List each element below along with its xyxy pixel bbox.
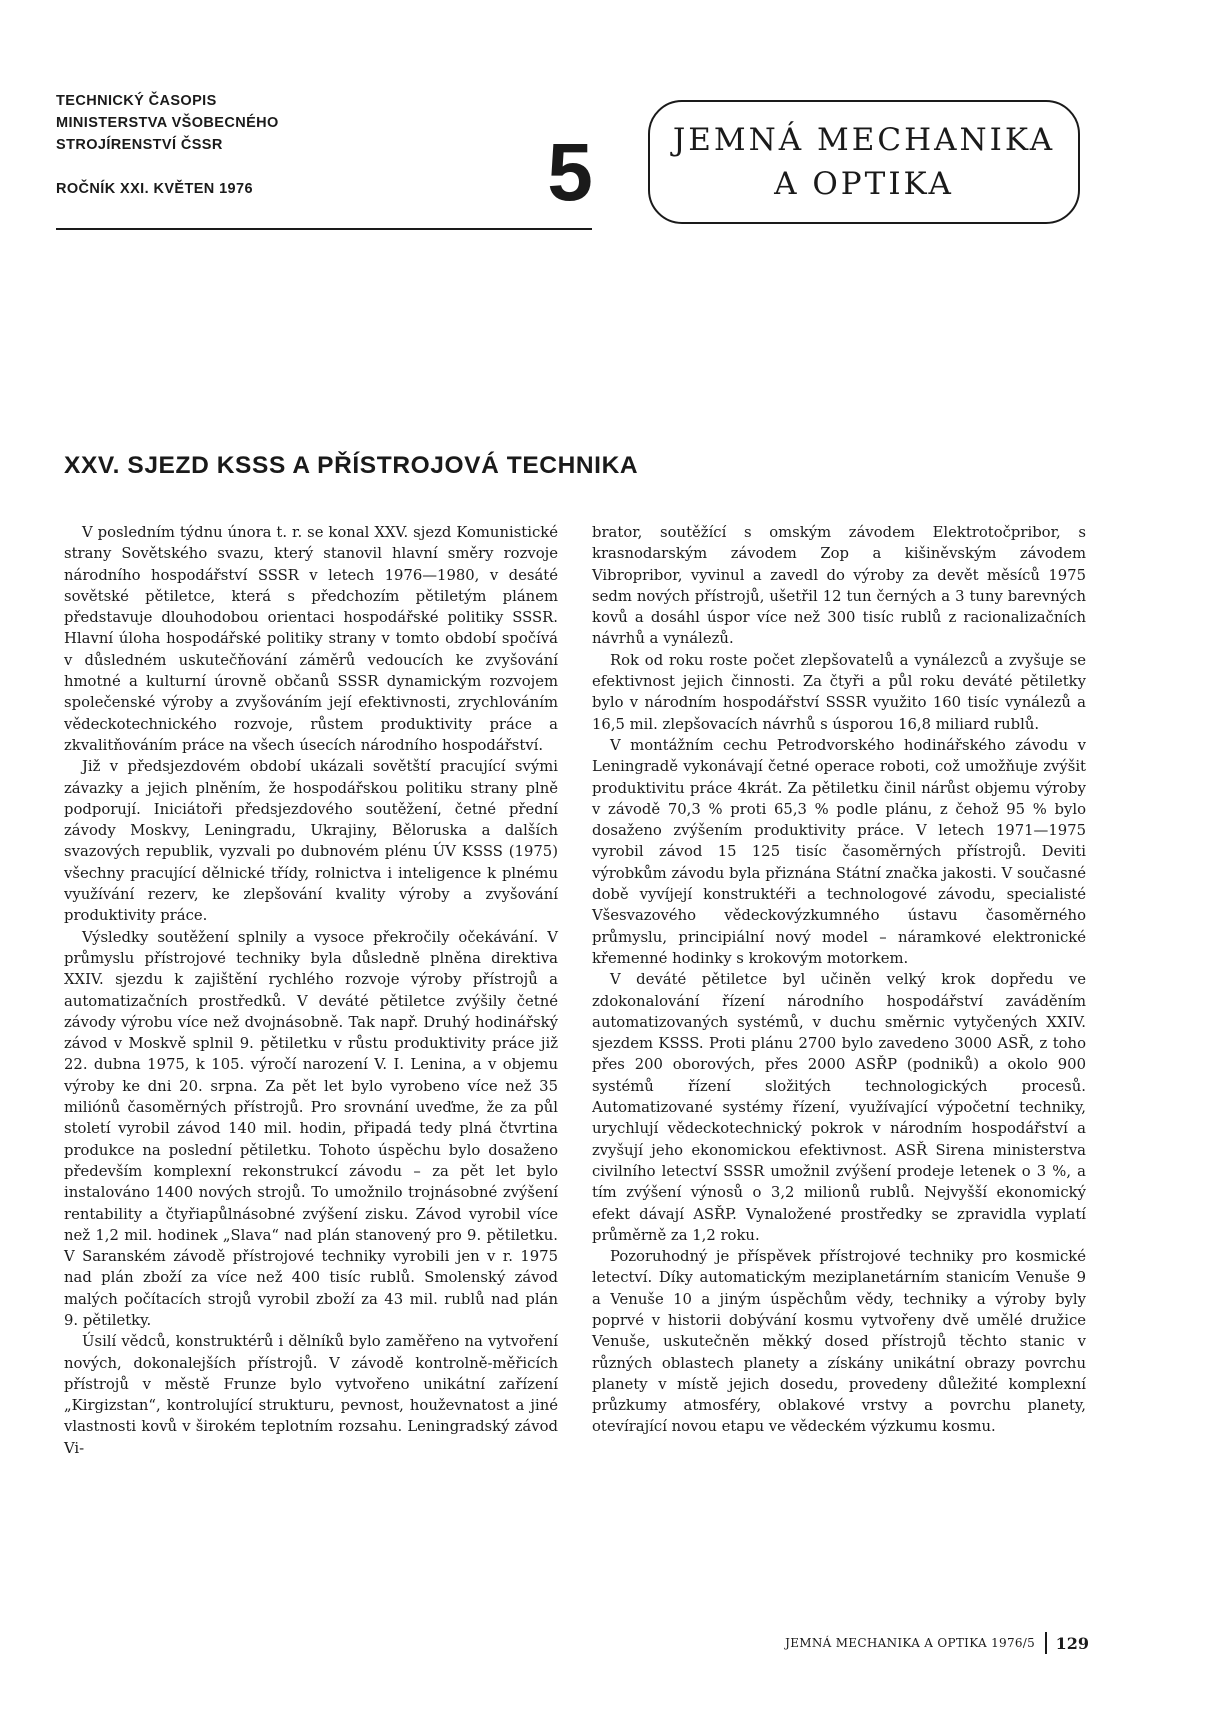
- issue-info: ROČNÍK XXI. KVĚTEN 1976: [56, 181, 253, 197]
- paragraph: V posledním týdnu února t. r. se konal XXV. sjezd Komunistické strany Sovětského svazu, který stanovil hlavní směry rozvoje národního hospodářství SSSR v letech 1976—1980, v desáté sovětské pětiletce, která s předchozím pětiletým plánem představuje dlouhodobou orientaci hospodářské politiky SSSR. Hlavní úloha hospodářské politiky strany v tomto období spočívá v důsledném uskutečňování záměrů vedoucích ke zvyšování hmotné a kulturní úrovně občanů SSSR dynamickým rozvojem společenské výroby a zvyšováním její efektivnosti, zrychlováním vědeckotechnického rozvoje, růstem produktivity práce a zkvalitňováním práce na všech úsecích národního hospodářství.: [64, 524, 558, 754]
- journal-name-line-2: A OPTIKA: [774, 166, 954, 202]
- right-column: [592, 522, 1086, 1438]
- paragraph: Rok od roku roste počet zlepšovatelů a vynálezců a zvyšuje se efektivnost jejich činnosti. Za čtyři a půl roku deváté pětiletky bylo v národním hospodářství SSSR využito 160 tisíc vynálezů a 16,5 mil. zlepšovacích návrhů s úsporou 16,8 miliard rublů.: [592, 651, 1086, 733]
- publisher-line-1: TECHNICKÝ ČASOPIS: [56, 93, 217, 109]
- paragraph: V montážním cechu Petrodvorského hodinářského závodu v Leningradě vykonávají četné operace roboti, což umožňuje zvýšit produktivitu práce 4krát. Za pětiletku činil nárůst objemu výroby v závodě 70,3 % proti 65,3 % podle plánu, z čehož 95 % bylo dosaženo zvýšením produktivity práce. V letech 1971—1975 vyrobil závod 15 125 tisíc časoměrných přístrojů. Deviti výrobkům závodu byla přiznána Státní značka jakosti. V současné době vyvíjejí konstruktéři a technologové závodu, specialisté Všesvazového vědeckovýzkumného ústavu časoměrného průmyslu, principiální nový model – náramkové elektronické křemenné hodinky s krokovým motorkem.: [592, 736, 1086, 967]
- publisher-line-2: MINISTERSTVA VŠOBECNÉHO: [56, 115, 279, 131]
- publisher-line-3: STROJÍRENSTVÍ ČSSR: [56, 137, 223, 153]
- article-title: XXV. SJEZD KSSS A PŘÍSTROJOVÁ TECHNIKA: [64, 452, 639, 479]
- page-number: 129: [1055, 1633, 1089, 1653]
- paragraph: Již v předsjezdovém období ukázali sovětští pracující svými závazky a jejich plněním, že hospodářskou politiku strany plně podporují. Iniciátoři předsjezdového soutěžení, četné přední závody Moskvy, Leningradu, Ukrajiny, Běloruska a dalších svazových republik, vyzvali po dubnovém plénu ÚV KSSS (1975) všechny pracující dělnické třídy, rolnictva i inteligence k plnému využívání rezerv, ke zlepšování kvality výroby a zvyšování produktivity práce.: [64, 758, 558, 925]
- journal-name-box: [648, 100, 1080, 224]
- paragraph: Pozoruhodný je příspěvek přístrojové techniky pro kosmické letectví. Díky automatickým meziplanetárním stanicím Venuše 9 a Venuše 10 a jiným úspěchům vědy, techniky a výroby byly poprvé v historii dobývání kosmu vytvořeny dvě umělé družice Venuše, uskutečněn měkký dosed přístrojů těchto stanic v různých oblastech planety a získány unikátní obrazy povrchu planety v místě jejich dosedu, provedeny důležité komplexní průzkumy atmosféry, oblakové vrstvy a povrchu planety, otevírající novou etapu ve vědeckém výzkumu kosmu.: [592, 1248, 1086, 1436]
- footer-divider: [1045, 1632, 1047, 1654]
- paragraph: Úsilí vědců, konstruktérů i dělníků bylo zaměřeno na vytvoření nových, dokonalejších přístrojů. V závodě kontrolně-měřicích přístrojů v městě Frunze bylo vytvořeno unikátní zařízení „Kirgizstan“, kontrolující strukturu, pevnost, houževnatost a jiné vlastnosti kovů v širokém teplotním rozsahu. Leningradský závod Vi-: [64, 1333, 558, 1457]
- paragraph: V deváté pětiletce byl učiněn velký krok dopředu ve zdokonalování řízení národního hospodářství zaváděním automatizovaných systémů, v duchu směrnic vytyčených XXIV. sjezdem KSSS. Proti plánu 2700 bylo zavedeno 3000 ASŘ, z toho přes 200 oborových, přes 2000 ASŘP (podniků) a okolo 900 systémů řízení složitých technologických procesů. Automatizované systémy řízení, využívající výpočetní techniky, urychlují vědeckotechnický pokrok v národním hospodářství a zvyšují jeho ekonomickou efektivnost. ASŘ Sirena ministerstva civilního letectví SSSR umožnil zvýšení prodeje letenek o 3 %, a tím zvýšení výnosů o 3,2 milionů rublů. Nejvyšší ekonomický efekt dávají ASŘP. Vynaložené prostředky se zpravidla vyplatí průměrně za 1,2 roku.: [592, 971, 1086, 1244]
- journal-name-line-1: JEMNÁ MECHANIKA: [672, 122, 1056, 158]
- left-column: [64, 522, 558, 1459]
- footer-journal: JEMNÁ MECHANIKA A OPTIKA 1976/5: [785, 1636, 1036, 1650]
- page-footer: [785, 1632, 1089, 1654]
- issue-number: 5: [547, 127, 593, 218]
- masthead-rule: [56, 228, 592, 230]
- paragraph: Výsledky soutěžení splnily a vysoce překročily očekávání. V průmyslu přístrojové techniky byla důsledně plněna direktiva XXIV. sjezdu k zajištění rychlého rozvoje výroby přístrojů a automatizačních prostředků. V deváté pětiletce zvýšily četné závody výrobu více než dvojnásobně. Tak např. Druhý hodinářský závod v Moskvě splnil 9. pětiletku v růstu produktivity práce již 22. dubna 1975, k 105. výročí narození V. I. Lenina, a v objemu výroby ke dni 20. srpna. Za pět let bylo vyrobeno více než 35 miliónů časoměrných přístrojů. Pro srovnání uveďme, že za půl století vyrobil závod 140 mil. hodin, připadá tedy plná čtvrtina produkce na poslední pětiletku. Tohoto úspěchu bylo dosaženo především komplexní rekonstrukcí závodu – za pět let bylo instalováno 1400 nových strojů. To umožnilo trojnásobné zvýšení rentability a čtyřiapůlnásobné zvýšení zisku. Závod vyrobil více než 1,2 mil. hodinek „Slava“ nad plán stanovený pro 9. pětiletku. V Saranském závodě přístrojové techniky vyrobili jen v r. 1975 nad plán zboží za více než 400 tisíc rublů. Smolenský závod malých počítacích strojů vyrobil zboží za 43 mil. rublů nad plán 9. pětiletky.: [64, 928, 558, 1329]
- paragraph: brator, soutěžící s omským závodem Elektrotočpribor, s krasnodarským závodem Zop a kišiněvským závodem Vibropribor, vyvinul a zavedl do výroby za devět měsíců 1975 sedm nových přístrojů, ušetřil 12 tun černých a 3 tuny barevných kovů a dosáhl úspor více než 300 tisíc rublů z racionalizačních návrhů a vynálezů.: [592, 524, 1086, 648]
- publisher-block: [56, 90, 596, 200]
